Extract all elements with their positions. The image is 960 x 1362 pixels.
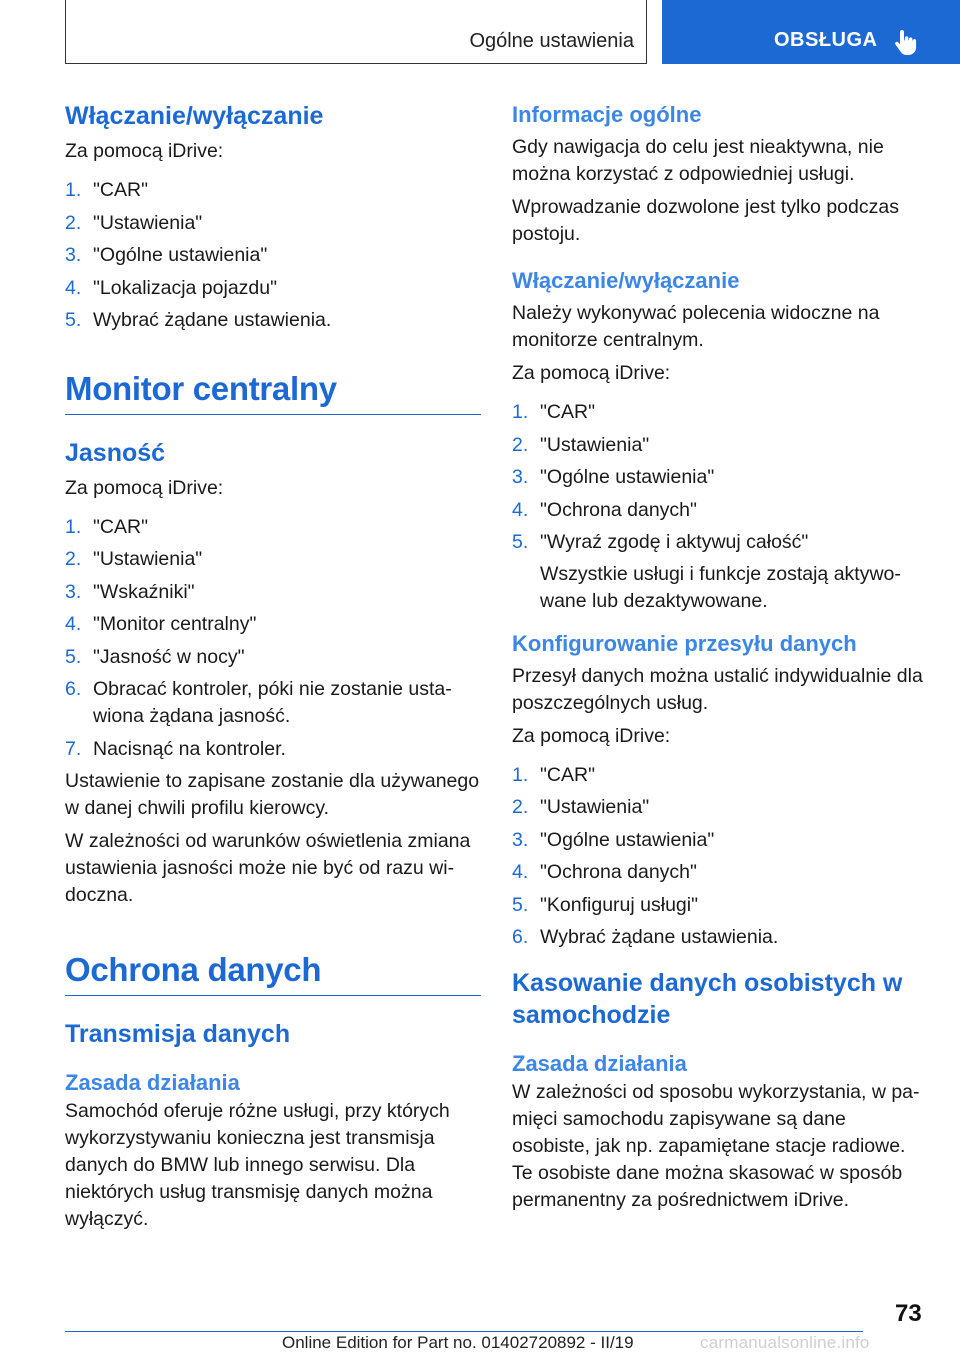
list-item: 1. "CAR" (512, 401, 596, 423)
watermark: carmanualsonline.info (700, 1333, 870, 1352)
list-item: 4. "Ochrona danych" (512, 498, 697, 521)
page-number: 73 (895, 1300, 922, 1327)
intro-text: Za pomocą iDrive: (65, 476, 224, 499)
steps-list (65, 177, 481, 334)
heading-monitor-centralny: Monitor centralny (65, 368, 481, 415)
paragraph: W zależności od sposobu wykorzystania, w pamięci samochodu zapisywane są dane osobiste, jak np. zapamiętane stacje radiowe. Te osobiste dane można skasować w sposób permanentny za pośrednictwem iDrive. (512, 1080, 920, 1211)
list-item: 4. "Ochrona danych" (512, 861, 697, 883)
heading-jasnosc: Jasność (65, 438, 166, 467)
heading-informacje-ogolne: Informacje ogólne (512, 102, 702, 127)
heading-zasada-dzialania: Zasada działania (512, 1050, 687, 1076)
left-column (65, 100, 481, 1239)
list-item: 5. Wybrać żądane ustawienia. (65, 309, 332, 331)
list-item: 3. "Ogólne ustawienia" (512, 828, 715, 851)
steps-list (512, 399, 926, 556)
list-item: 6. Obracać kontroler, póki nie zostanie ustawiona żądana jasność. (65, 678, 452, 727)
list-item: 1. "CAR" (65, 515, 149, 538)
list-item: 5. "Jasność w nocy" (65, 645, 245, 668)
steps-list (512, 762, 926, 952)
paragraph: Ustawienie to zapisane zostanie dla używanego w danej chwili profilu kierowcy. (65, 770, 480, 819)
step-note: Wszystkie usługi i funkcje zostają aktywowane lub dezaktywowane. (540, 562, 901, 612)
intro-text: Za pomocą iDrive: (512, 362, 671, 384)
footer-divider (65, 1331, 863, 1332)
heading-zasada-dzialania: Zasada działania (65, 1070, 240, 1095)
list-item: 1. "CAR" (65, 179, 149, 201)
heading-wlaczanie: Włączanie/wyłączanie (65, 102, 324, 130)
heading-konfigurowanie: Konfigurowanie przesyłu danych (512, 630, 857, 656)
list-item: 6. Wybrać żądane ustawienia. (512, 926, 779, 948)
list-item: 4. "Lokalizacja pojazdu" (65, 276, 278, 299)
edition-info: Online Edition for Part no. 01402720892 - II/19 (282, 1333, 634, 1352)
list-item: 2. "Ustawienia" (512, 433, 650, 456)
list-item: 4. "Monitor centralny" (65, 613, 257, 635)
section-title: Ogólne ustawienia (469, 30, 634, 52)
list-item: 2. "Ustawienia" (65, 211, 203, 234)
list-item: 2. "Ustawienia" (65, 548, 203, 570)
list-item: 5. "Konfiguruj usługi" (512, 893, 699, 916)
paragraph: Samochód oferuje różne usługi, przy których wykorzystywaniu konieczna jest transmisja danych do BMW lub innego serwisu. Dla niektórych usług transmisję danych można wyłączyć. (65, 1100, 450, 1230)
paragraph: Wprowadzanie dozwolone jest tylko podczas postoju. (512, 196, 899, 245)
list-item: 5. "Wyraź zgodę i aktywuj całość" (512, 531, 809, 553)
list-item: 3. "Ogólne ustawienia" (512, 466, 715, 488)
heading-kasowanie-danych: Kasowanie danych osobistych w samochodzie (512, 968, 903, 1029)
right-column (512, 100, 926, 1220)
list-item: 1. "CAR" (512, 763, 596, 786)
intro-text: Za pomocą iDrive: (65, 140, 224, 162)
list-item: 2. "Ustawienia" (512, 796, 650, 818)
paragraph: Gdy nawigacja do celu jest nieaktywna, nie można korzystać z odpowiedniej usługi. (512, 136, 884, 185)
header-frame (65, 0, 647, 64)
paragraph: Przesył danych można ustalić indywidualnie dla poszczególnych usług. (512, 664, 923, 714)
heading-transmisja-danych: Transmisja danych (65, 1020, 291, 1048)
steps-list (65, 514, 481, 763)
pointing-hand-icon (894, 28, 918, 56)
intro-text: Za pomocą iDrive: (512, 724, 671, 747)
tab-label: OBSŁUGA (774, 29, 878, 51)
list-item: 3. "Ogólne ustawienia" (65, 244, 268, 266)
list-item: 3. "Wskaźniki" (65, 580, 195, 603)
heading-wlaczanie: Włączanie/wyłączanie (512, 268, 740, 293)
list-item: 7. Nacisnąć na kontroler. (65, 737, 286, 760)
heading-ochrona-danych: Ochrona danych (65, 949, 481, 996)
paragraph: Należy wykonywać polecenia widoczne na monitorze centralnym. (512, 302, 880, 351)
paragraph: W zależności od warunków oświetlenia zmiana ustawienia jasności może nie być od razu widoczna. (65, 830, 471, 906)
